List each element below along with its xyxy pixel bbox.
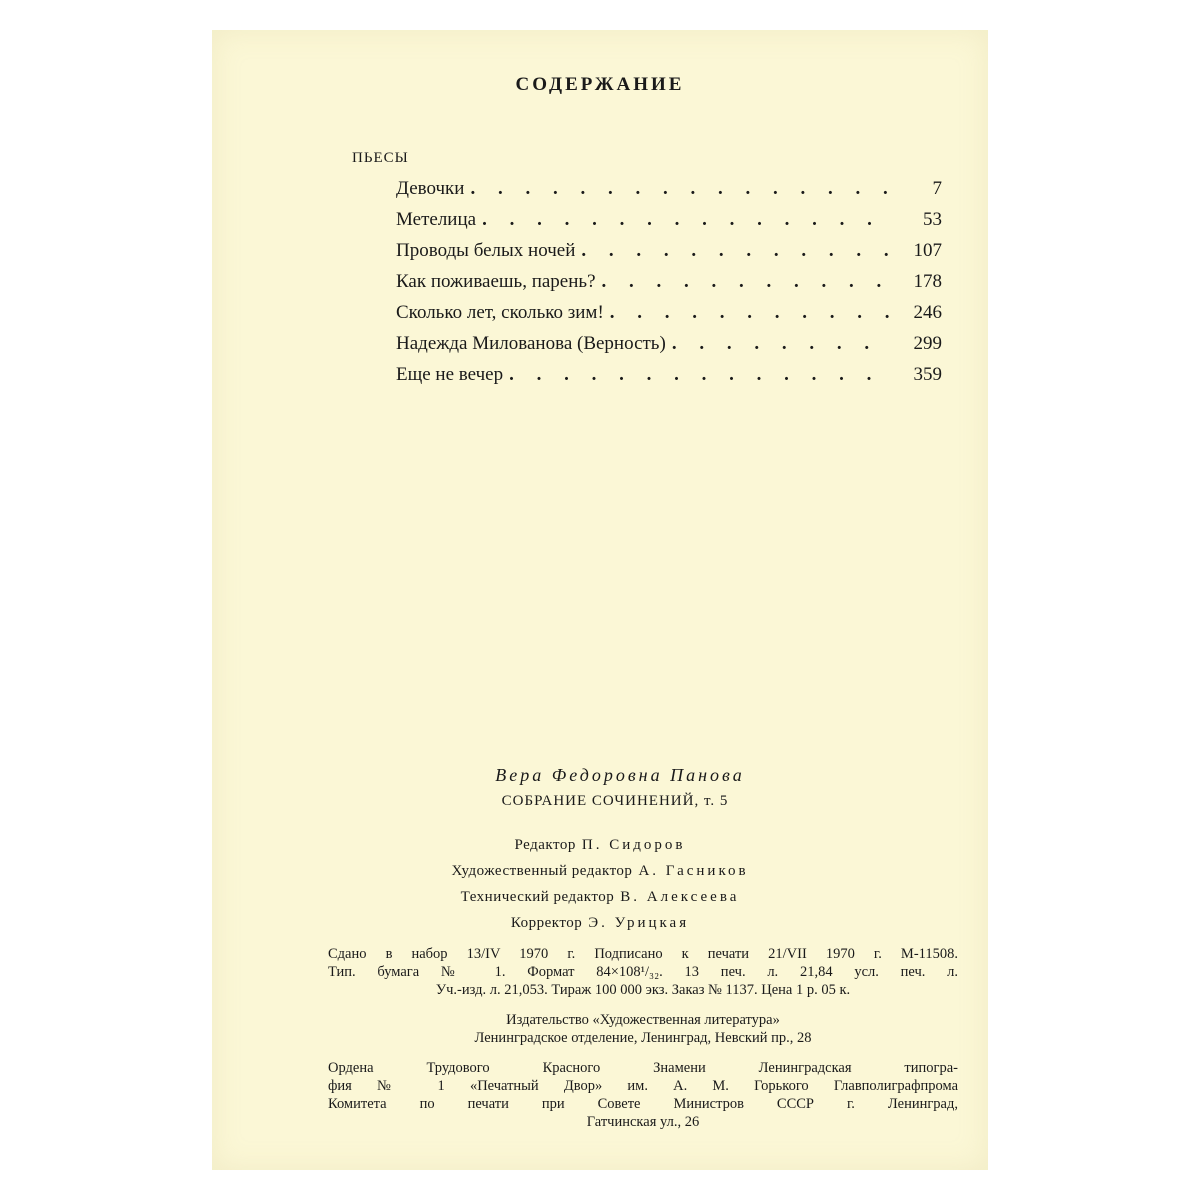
toc-entry-title: Еще не вечер xyxy=(396,364,504,385)
toc-entry xyxy=(396,178,942,209)
toc-entry xyxy=(396,302,942,333)
dot-leader xyxy=(482,209,890,231)
printer-info xyxy=(328,1059,958,1131)
credit-person: В. Алексеева xyxy=(620,889,740,905)
dot-leader xyxy=(509,364,890,386)
toc-entry-title: Девочки xyxy=(396,178,465,199)
credit-person: Э. Урицкая xyxy=(588,915,690,931)
credit-person: П. Сидоров xyxy=(581,837,686,853)
dot-leader xyxy=(470,178,890,200)
credit-role: Корректор xyxy=(510,915,583,931)
print-detail-line: Уч.-изд. л. 21,053. Тираж 100 000 экз. Заказ № 1137. Цена 1 р. 05 к. xyxy=(435,982,851,998)
publisher-line: Издательство «Художественная литература» xyxy=(506,1012,780,1028)
printer-line: Ордена Трудового Красного Знамени Ленинградская типогра- xyxy=(328,1060,958,1076)
printer-line: фия № 1 «Печатный Двор» им. А. М. Горького Главполиграфпрома xyxy=(328,1078,958,1094)
toc-entry-page: 107 xyxy=(913,240,942,261)
toc-entry xyxy=(396,271,942,302)
credit-line xyxy=(212,863,988,880)
dot-leader xyxy=(610,302,890,324)
publisher-info xyxy=(328,1011,958,1047)
toc-entry-page: 246 xyxy=(913,302,942,323)
dot-leader xyxy=(602,271,890,293)
toc-section-label: ПЬЕСЫ xyxy=(352,150,409,166)
toc-entry-title: Проводы белых ночей xyxy=(396,240,576,261)
toc-entry-title: Как поживаешь, парень? xyxy=(396,271,596,292)
credit-line xyxy=(212,837,988,854)
toc-entry-page: 178 xyxy=(913,271,942,292)
credit-person: А. Гасников xyxy=(638,863,749,879)
toc-entry-page: 53 xyxy=(923,209,942,230)
toc-entry-page: 7 xyxy=(932,178,942,199)
toc-entry xyxy=(396,364,942,395)
toc-heading: СОДЕРЖАНИЕ xyxy=(515,74,685,95)
author-name: Вера Федоровна Панова xyxy=(495,765,745,785)
toc-entry-title: Сколько лет, сколько зим! xyxy=(396,302,604,323)
toc-entry xyxy=(396,209,942,240)
printer-line: Гатчинская ул., 26 xyxy=(586,1114,700,1130)
credit-line xyxy=(212,915,988,932)
book-page xyxy=(212,30,988,1170)
toc-entry-page: 299 xyxy=(913,333,942,354)
toc-entry-title: Надежда Милованова (Верность) xyxy=(396,333,666,354)
credit-role: Редактор xyxy=(514,837,576,853)
work-title: СОБРАНИЕ СОЧИНЕНИЙ, т. 5 xyxy=(501,793,729,809)
credit-line xyxy=(212,889,988,906)
print-detail-line: Тип. бумага № 1. Формат 84×108¹/₃₂. 13 печ. л. 21,84 усл. печ. л. xyxy=(328,964,958,980)
credit-role: Художественный редактор xyxy=(451,863,633,879)
toc-entry-page: 359 xyxy=(913,364,942,385)
print-details xyxy=(328,945,958,999)
toc-entry xyxy=(396,240,942,271)
toc-list xyxy=(396,178,942,395)
print-detail-line: Сдано в набор 13/IV 1970 г. Подписано к печати 21/VII 1970 г. М-11508. xyxy=(328,946,958,962)
toc-entry-title: Метелица xyxy=(396,209,477,230)
printer-line: Комитета по печати при Совете Министров СССР г. Ленинград, xyxy=(328,1096,958,1112)
toc-entry xyxy=(396,333,942,364)
credit-role: Технический редактор xyxy=(460,889,615,905)
publisher-line: Ленинградское отделение, Ленинград, Невский пр., 28 xyxy=(474,1030,812,1046)
dot-leader xyxy=(581,240,890,262)
dot-leader xyxy=(672,333,890,355)
